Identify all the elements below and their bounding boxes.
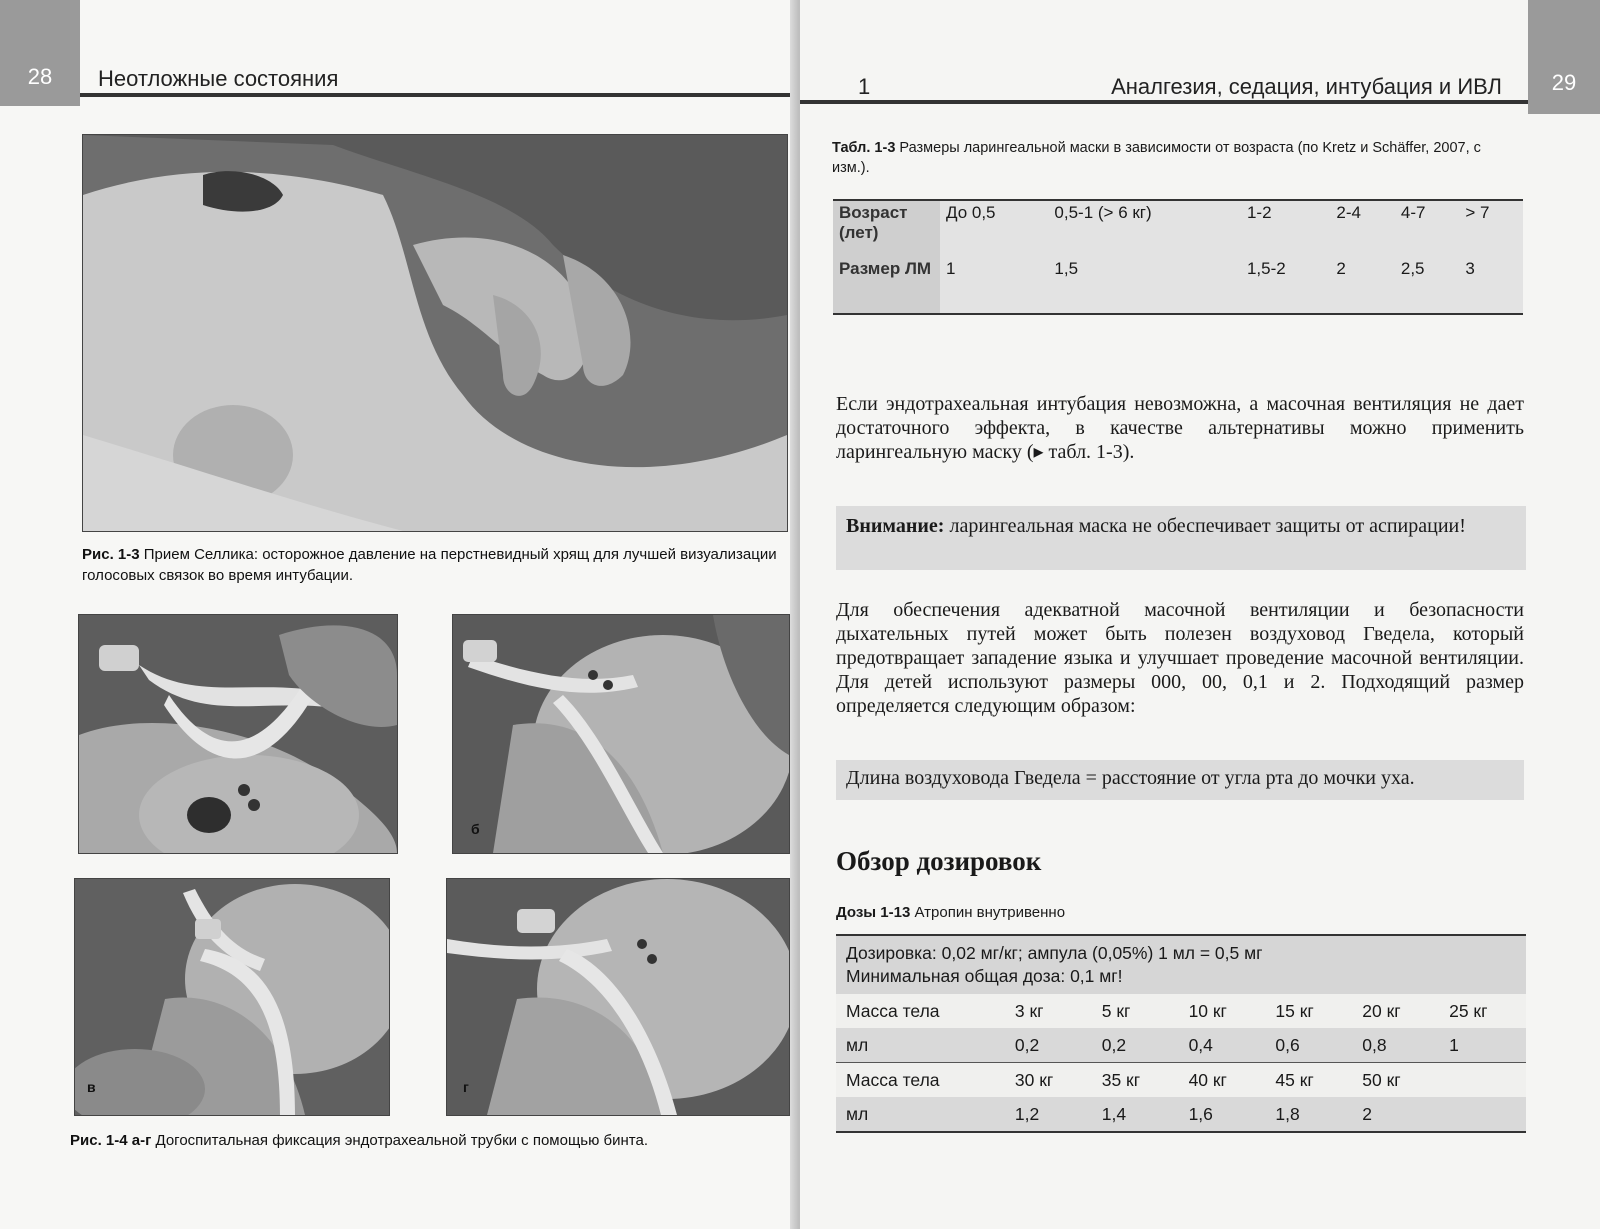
table-1-3-label: Табл. 1-3: [832, 140, 896, 156]
doses-1-13-table: [836, 934, 1526, 1133]
header-rule-right: [800, 100, 1528, 104]
table-cell: 1-2: [1246, 203, 1272, 222]
doses-1-13-caption-text: Атропин внутривенно: [910, 904, 1066, 921]
table-cell: 5 кг: [1092, 994, 1179, 1028]
table-cell: 0,5-1 (> 6 кг): [1054, 203, 1152, 222]
table-cell: 30 кг: [1005, 1063, 1092, 1098]
panel-letter-d: г: [463, 1079, 469, 1095]
table-1-3: [833, 199, 1523, 315]
table-cell: 40 кг: [1179, 1063, 1266, 1098]
table-cell: До 0,5: [946, 203, 996, 222]
section-title: Обзор дозировок: [836, 846, 1042, 876]
panel-letter-c: в: [87, 1079, 96, 1095]
table-row: [833, 257, 1523, 314]
table-cell: 2-4: [1336, 203, 1361, 222]
chapter-number: 1: [858, 74, 871, 99]
table-cell: 1,2: [1005, 1097, 1092, 1132]
row-header: Масса тела: [836, 1063, 1005, 1098]
table-cell: 2: [1352, 1097, 1439, 1132]
table-cell: 0,6: [1265, 1028, 1352, 1063]
table-cell: 25 кг: [1439, 994, 1526, 1028]
dosage-note-line-1: Дозировка: 0,02 мг/кг; ампула (0,05%) 1 мл = 0,5 мг: [846, 943, 1263, 963]
running-title-left: Неотложные состояния: [98, 66, 339, 91]
page-number-right: 29: [1528, 0, 1600, 114]
page-number-left: 28: [0, 0, 80, 106]
table-cell: 1: [1439, 1028, 1526, 1063]
table-cell: 2: [1336, 259, 1346, 278]
figure-1-3-photo: [82, 134, 788, 532]
table-cell: 0,8: [1352, 1028, 1439, 1063]
figure-1-3-label: Рис. 1-3: [82, 546, 140, 563]
table-cell: > 7: [1465, 203, 1490, 222]
left-page: [0, 0, 796, 1229]
paragraph-guedel-airway: Для обеспечения адекватной масочной вентиляции и безопасности дыхательных путей может быть полезен воздуховод Гведела, который предотвращает западение языка и улучшает проведение масочной вентиляции. Для детей используют размеры 000, 00, 0,1 и 2. Подходящий размер определяется следующим образом:: [836, 599, 1524, 717]
running-title-right: Аналгезия, седация, интубация и ИВЛ: [1111, 74, 1502, 99]
table-cell: 2,5: [1400, 259, 1425, 278]
row-header: Возраст (лет): [833, 200, 940, 257]
table-cell: 1,6: [1179, 1097, 1266, 1132]
table-row: [836, 1028, 1526, 1063]
row-header: Размер ЛМ: [833, 257, 940, 314]
table-cell: 50 кг: [1352, 1063, 1439, 1098]
figure-1-4-label: Рис. 1-4 а-г: [70, 1132, 152, 1149]
table-cell: 45 кг: [1265, 1063, 1352, 1098]
dosage-note: [836, 935, 1526, 994]
table-1-3-caption: [832, 138, 1482, 178]
panel-letter-b: б: [471, 821, 480, 837]
warning-label: Внимание:: [846, 515, 945, 537]
table-row: [836, 994, 1526, 1028]
table-cell: 1,5-2: [1246, 259, 1286, 278]
figure-1-4-panel-b: [452, 614, 790, 854]
doses-1-13-label: Дозы 1-13: [836, 904, 911, 921]
table-cell: 3: [1465, 259, 1475, 278]
warning-text: ларингеальная маска не обеспечивает защиты от аспирации!: [944, 515, 1466, 537]
header-rule-left: [80, 93, 796, 97]
table-cell: 0,2: [1092, 1028, 1179, 1063]
table-row: [833, 200, 1523, 257]
figure-1-4-panel-c: [74, 878, 390, 1116]
table-cell: 0,2: [1005, 1028, 1092, 1063]
table-cell: 15 кг: [1265, 994, 1352, 1028]
row-header: Масса тела: [836, 994, 1005, 1028]
figure-1-3-caption-text: Прием Селлика: осторожное давление на перстневидный хрящ для лучшей визуализации голосовых связок во время интубации.: [82, 546, 777, 584]
table-cell: 1,4: [1092, 1097, 1179, 1132]
table-cell: 20 кг: [1352, 994, 1439, 1028]
figure-1-4-caption: [70, 1130, 790, 1151]
dosage-note-line-2: Минимальная общая доза: 0,1 мг!: [846, 966, 1123, 986]
table-cell: 3 кг: [1005, 994, 1092, 1028]
table-cell: 35 кг: [1092, 1063, 1179, 1098]
figure-1-3-caption: [82, 544, 782, 586]
row-header: мл: [836, 1097, 1005, 1132]
table-cell: 1: [946, 259, 956, 278]
figure-1-4-caption-text: Догоспитальная фиксация эндотрахеальной трубки с помощью бинта.: [151, 1132, 648, 1149]
formula-box: Длина воздуховода Гведела = расстояние от угла рта до мочки уха.: [836, 760, 1524, 800]
table-row: [836, 1097, 1526, 1132]
table-cell: 0,4: [1179, 1028, 1266, 1063]
table-1-3-caption-text: Размеры ларингеальной маски в зависимости от возраста (по Kretz и Schäffer, 2007, с изм.).: [832, 140, 1481, 176]
table-row: [836, 1063, 1526, 1098]
dosage-note-row: [836, 935, 1526, 994]
paragraph-laryngeal-mask: Если эндотрахеальная интубация невозможна, а масочная вентиляция не дает достаточного эффекта, в качестве альтернативы можно применить ларингеальную маску (▸ табл. 1-3).: [836, 393, 1524, 463]
table-cell: 1,8: [1265, 1097, 1352, 1132]
table-cell: 10 кг: [1179, 994, 1266, 1028]
table-cell: [1439, 1063, 1526, 1098]
figure-1-4-panel-a: [78, 614, 398, 854]
table-cell: 1,5: [1054, 259, 1079, 278]
table-cell: 4-7: [1400, 203, 1426, 222]
row-header: мл: [836, 1028, 1005, 1063]
doses-1-13-caption: [836, 904, 1065, 921]
figure-1-4-panel-d: [446, 878, 790, 1116]
warning-box: [836, 506, 1526, 570]
table-cell: [1439, 1097, 1526, 1132]
